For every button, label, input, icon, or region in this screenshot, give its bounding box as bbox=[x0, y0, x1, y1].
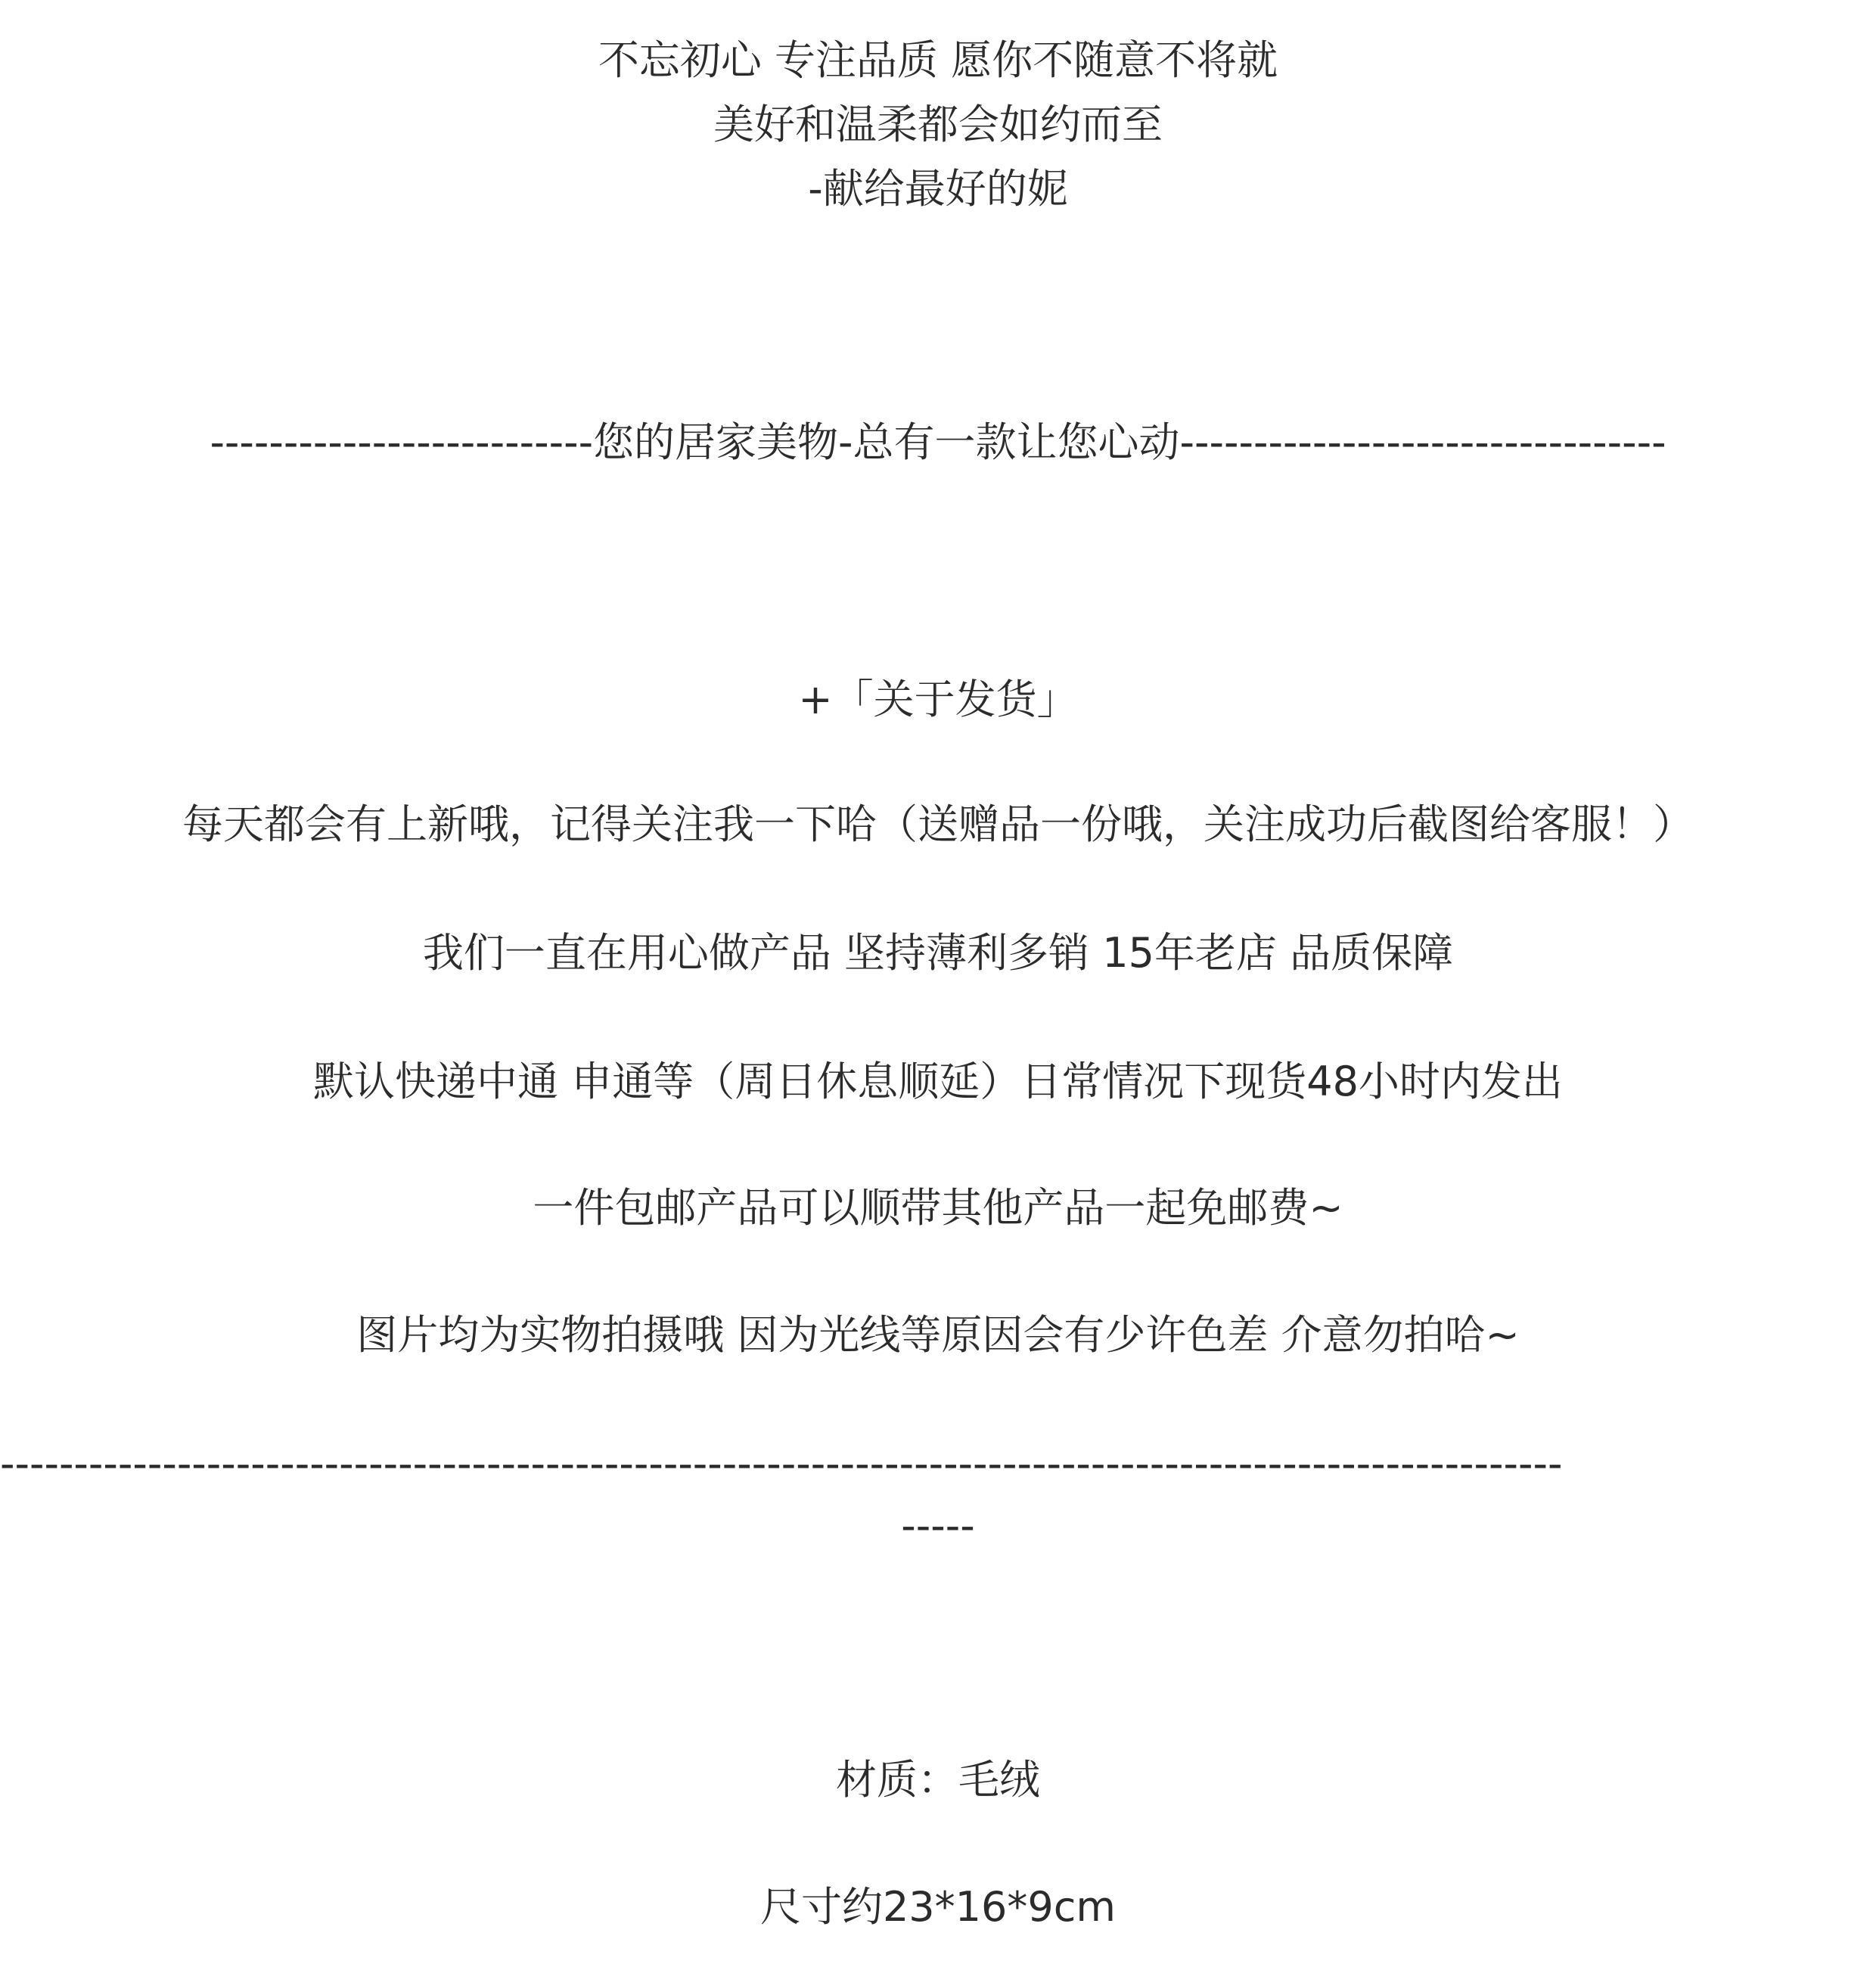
shipping-heading: +「关于发货」 bbox=[798, 676, 1078, 723]
shipping-item-3: 默认快递中通 申通等（周日休息顺延）日常情况下现货48小时内发出 bbox=[313, 1058, 1563, 1105]
product-material: 材质：毛绒 bbox=[836, 1756, 1040, 1804]
product-size: 尺寸约23*16*9cm bbox=[759, 1883, 1117, 1931]
shipping-item-1: 每天都会有上新哦，记得关注我一下哈（送赠品一份哦，关注成功后截图给客服！） bbox=[182, 800, 1694, 848]
section-divider-long: ---------------------------------------------------------------------------------------------------------- bbox=[0, 1440, 1563, 1487]
shipping-item-2: 我们一直在用心做产品 坚持薄利多销 15年老店 品质保障 bbox=[422, 929, 1454, 977]
header-line-3: -献给最好的妮 bbox=[808, 165, 1068, 213]
shipping-item-5: 图片均为实物拍摄哦 因为光线等原因会有少许色差 介意勿拍哈~ bbox=[356, 1311, 1520, 1359]
shipping-item-4: 一件包邮产品可以顺带其他产品一起免邮费~ bbox=[533, 1184, 1343, 1232]
header-line-1: 不忘初心 专注品质 愿你不随意不将就 bbox=[598, 36, 1278, 84]
section-divider-long-tail: ----- bbox=[901, 1502, 975, 1549]
header-line-2: 美好和温柔都会如约而至 bbox=[713, 101, 1163, 148]
section-divider-title: --------------------------您的居家美物-总有一款让您心动--------------------------------- bbox=[210, 418, 1666, 466]
